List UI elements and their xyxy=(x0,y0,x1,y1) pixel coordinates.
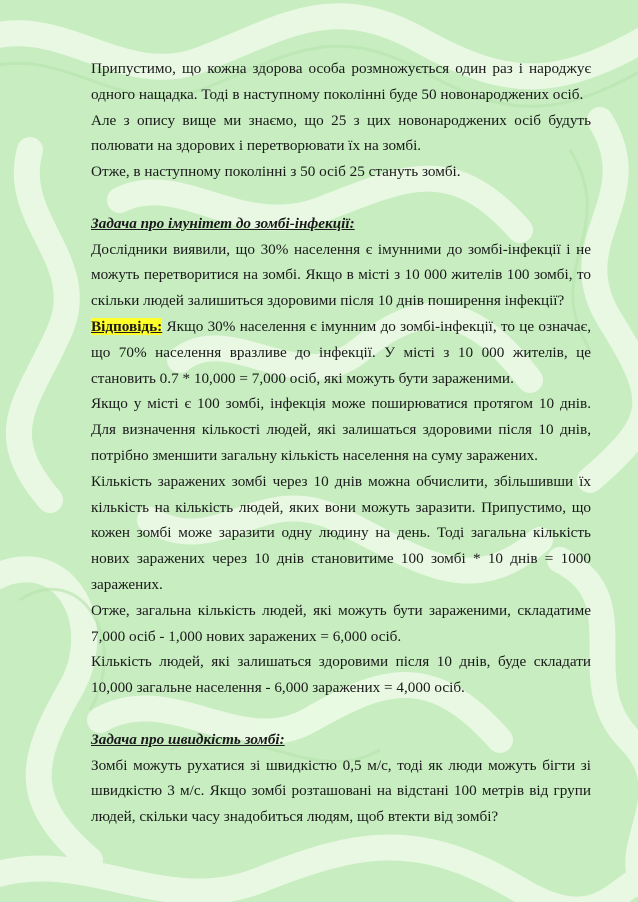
paragraph-healthy-remaining: Кількість людей, які залишаться здоровими після 10 днів, буде складати 10,000 загальне населення - 6,000 заражених = 4,000 осіб. xyxy=(91,653,591,697)
immunity-question: Дослідники виявили, що 30% населення є імунними до зомбі-інфекції і не можуть перетворитися на зомбі. Якщо в місті з 10 000 жителів 100 зомбі, то скільки людей залишиться здоровими після 10 днів поширення інфекції? xyxy=(91,240,591,310)
spacer xyxy=(91,701,591,727)
document-body xyxy=(91,56,591,830)
answer-label: Відповідь: xyxy=(91,317,163,335)
paragraph-total-infected: Отже, загальна кількість людей, які можуть бути зараженими, складатиме 7,000 осіб - 1,000 нових заражених = 6,000 осіб. xyxy=(91,601,591,645)
paragraph-next-generation: Отже, в наступному поколінні з 50 осіб 25 стануть зомбі. xyxy=(91,163,461,181)
answer-text: Якщо 30% населення є імунним до зомбі-інфекції, то це означає, що 70% населення вразливе до інфекції. У місті з 10 000 жителів, це становить 0.7 * 10,000 = 7,000 осіб, які можуть бути зараженими. xyxy=(91,317,591,387)
paragraph-spread: Якщо у місті є 100 зомбі, інфекція може поширюватися протягом 10 днів. Для визначення кількості людей, які залишаться здоровими після 10 днів, потрібно зменшити загальну кількість населення на суму заражених. xyxy=(91,395,591,464)
immunity-answer xyxy=(91,314,591,391)
heading-speed-task: Задача про швидкість зомбі: xyxy=(91,730,285,748)
heading-immunity-task: Задача про імунітет до зомбі-інфекції: xyxy=(91,214,355,232)
paragraph-infected-count: Кількість заражених зомбі через 10 днів можна обчислити, збільшивши їх кількість на кількість людей, яких вони можуть заразити. Припустимо, що кожен зомбі може заразити одну людину на день. Тоді загальна кількість нових заражених через 10 днів становитиме 100 зомбі * 10 днів = 1000 заражених. xyxy=(91,472,591,593)
paragraph-reproduction: Припустимо, що кожна здорова особа розмножується один раз і народжує одного нащадка. Тоді в наступному поколінні буде 50 новонароджених осіб. xyxy=(91,60,591,103)
paragraph-hunters: Але з опису вище ми знаємо, що 25 з цих новонароджених осіб будуть полювати на здорових і перетворювати їх на зомбі. xyxy=(91,111,591,155)
speed-question: Зомбі можуть рухатися зі швидкістю 0,5 м/с, тоді як люди можуть бігти зі швидкістю 3 м/с. Якщо зомбі розташовані на відстані 100 метрів від групи людей, скільки часу знадобиться людям, щоб втекти від зомбі? xyxy=(91,756,591,826)
spacer xyxy=(91,185,591,211)
